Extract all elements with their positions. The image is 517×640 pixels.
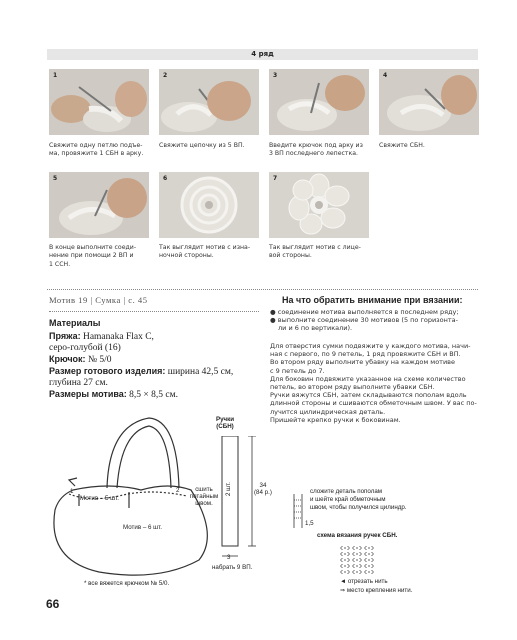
caption-line: Так выглядит мотив с изна- — [159, 244, 251, 251]
legend-cut: ◄ отрезать нить — [340, 578, 388, 585]
motif-size-label: Размеры мотива: — [49, 389, 127, 399]
bullet-item — [270, 308, 480, 316]
crochet-photo-icon — [49, 172, 149, 238]
step-photo-2 — [159, 69, 259, 135]
caption-line: ночной стороны. — [159, 252, 214, 260]
size-line — [49, 366, 264, 378]
caption-line: Свяжите одну петлю подъе- — [49, 142, 143, 149]
attention-bullets — [270, 308, 480, 332]
paragraph — [270, 375, 480, 391]
bullet-dot-icon: ● — [270, 316, 276, 324]
handle-width: 3 — [227, 554, 231, 561]
handle-chain: набрать 9 ВП. — [212, 564, 253, 571]
handle-length-rows: (84 р.) — [254, 489, 272, 496]
step-caption-1 — [49, 142, 151, 159]
handle-rectangle — [214, 436, 284, 576]
marker-1: 1 — [70, 488, 74, 495]
step-number: 3 — [273, 72, 278, 79]
legend-attach: ⇒ место крепления нити. — [340, 587, 413, 594]
crochet-photo-icon — [49, 69, 149, 135]
flower-motif-front-icon — [269, 172, 369, 238]
scheme-legend — [340, 577, 412, 595]
caption-line: 3 ВП последнего лепестка. — [269, 150, 359, 158]
corner-mark — [69, 478, 77, 486]
bullet-text: соединение мотива выполняется в последнем ряду; — [277, 308, 459, 316]
title-divider — [49, 311, 259, 312]
motif5-label: Мотив – 5 шт. — [80, 495, 119, 502]
crochet-photo-icon — [379, 69, 479, 135]
sew-line: потайным — [189, 493, 219, 500]
paragraph — [270, 416, 480, 424]
caption-line: Свяжите цепочку из 5 ВП. — [159, 142, 245, 149]
step-caption-4 — [379, 142, 481, 150]
step-caption-2 — [159, 142, 261, 150]
attention-paragraphs — [270, 342, 480, 424]
scheme-title: схема вязания ручек СБН. — [317, 532, 398, 539]
step-number: 2 — [163, 72, 168, 79]
step-photo-7 — [269, 172, 369, 238]
caption-line: 1 ССН. — [49, 260, 71, 268]
handles-title-line: Ручки — [215, 416, 235, 423]
sew-line: сшить — [195, 486, 213, 493]
handles-pcs: 2 шт. — [225, 482, 232, 496]
paragraph — [270, 391, 480, 416]
step-number: 4 — [383, 72, 388, 79]
page-number: 66 — [46, 597, 60, 611]
step-photo-1 — [49, 69, 149, 135]
handles-title-line: (СБН) — [216, 423, 234, 430]
caption-line: Введите крючок под арку из — [269, 142, 363, 149]
sc-stitch-scheme — [338, 544, 378, 576]
size-value: ширина 42,5 см, — [167, 367, 234, 377]
handle-length — [254, 482, 272, 496]
handles-title — [213, 416, 237, 430]
motif6-label: Мотив – 6 шт. — [123, 524, 162, 531]
step-photo-4 — [379, 69, 479, 135]
size-value-2: глубина 27 см. — [49, 378, 108, 388]
crochet-photo-icon — [269, 69, 369, 135]
section-title: Мотив 19 | Сумка | с. 45 — [49, 295, 148, 305]
yarn-value: Hamanaka Flax C, — [82, 332, 154, 342]
materials-block — [49, 331, 264, 401]
fold-width: 1,5 — [305, 520, 314, 527]
caption-line: Так выглядит мотив с лице- — [269, 244, 361, 251]
footnote: * все вяжется крючком № 5/0. — [84, 580, 170, 587]
paragraph-line: лучится цилиндрическая деталь. — [270, 407, 386, 416]
motif-size-value: 8,5 × 8,5 см. — [129, 390, 178, 400]
bullet-dot-icon: ● — [270, 308, 276, 316]
caption-line: Свяжите СБН. — [379, 142, 425, 149]
caption-line: вой стороны. — [269, 252, 312, 260]
step-number: 7 — [273, 175, 278, 182]
crochet-photo-icon — [159, 69, 259, 135]
paragraph-line: Во втором ряду выполните убавку на каждом мотиве — [270, 358, 456, 367]
attention-heading: На что обратить внимание при вязании: — [282, 295, 463, 305]
motif-size-line — [49, 389, 264, 401]
paragraph-line: петель, во втором ряду выполните убавки СБН. — [270, 383, 435, 392]
yarn-line — [49, 331, 264, 343]
paragraph-line: ная с первого, по 9 петель, 1 ряд провяжите СБН и ВП. — [270, 350, 461, 359]
fold-instructions — [310, 488, 407, 513]
materials-heading: Материалы — [49, 318, 101, 328]
paragraph-line: Пришейте крепко ручки к боковинам. — [270, 415, 401, 424]
size-label: Размер готового изделия: — [49, 366, 166, 376]
step-number: 1 — [53, 72, 58, 79]
paragraph-line: длинной стороны и сшиваются обметочным швом. У вас по- — [270, 399, 477, 408]
step-caption-5 — [49, 244, 151, 269]
step-caption-6 — [159, 244, 261, 261]
step-number: 6 — [163, 175, 168, 182]
flower-motif-back-icon — [159, 172, 259, 238]
step-photo-6 — [159, 172, 259, 238]
paragraph-line: Для отверстия сумки подвяжите у каждого мотива, начи- — [270, 342, 471, 350]
caption-line: нение при помощи 2 ВП и — [49, 252, 134, 260]
step-number: 5 — [53, 175, 58, 182]
yarn-color: серо-голубой (16) — [49, 343, 121, 353]
paragraph-line: Для боковин подвяжите указанное на схеме количество — [270, 374, 466, 383]
bullet-text: выполните соединение 30 мотивов (5 по горизонта- — [277, 316, 458, 324]
hook-label: Крючок: — [49, 354, 86, 364]
step-caption-3 — [269, 142, 371, 159]
marker-2: 2 — [176, 487, 180, 494]
bag-handle-inner — [117, 426, 171, 488]
caption-line: ма, провяжите 1 СБН в арку. — [49, 150, 144, 158]
paragraph-line: с 9 петель до 7. — [270, 366, 325, 375]
step-photo-3 — [269, 69, 369, 135]
sew-line: швом. — [195, 500, 213, 507]
hook-value: № 5/0 — [87, 355, 112, 365]
step-photo-5 — [49, 172, 149, 238]
row-header: 4 ряд — [47, 49, 478, 60]
fold-line: и шейте край обметочным — [310, 496, 386, 504]
bullet-item — [270, 316, 480, 324]
hook-line — [49, 354, 264, 366]
step-caption-7 — [269, 244, 371, 261]
fold-line: швом, чтобы получился цилиндр. — [310, 504, 407, 512]
paragraph-line: Ручки вяжутся СБН, затем складываются пополам вдоль — [270, 391, 467, 400]
fold-line: сложите деталь пополам — [310, 488, 383, 495]
section-divider — [47, 289, 478, 290]
paragraph — [270, 342, 480, 375]
bullet-text: ли и 6 по вертикали). — [278, 324, 353, 332]
yarn-label: Пряжа: — [49, 331, 81, 341]
handle-length-value: 34 — [259, 482, 267, 489]
caption-line: В конце выполните соеди- — [49, 244, 137, 251]
